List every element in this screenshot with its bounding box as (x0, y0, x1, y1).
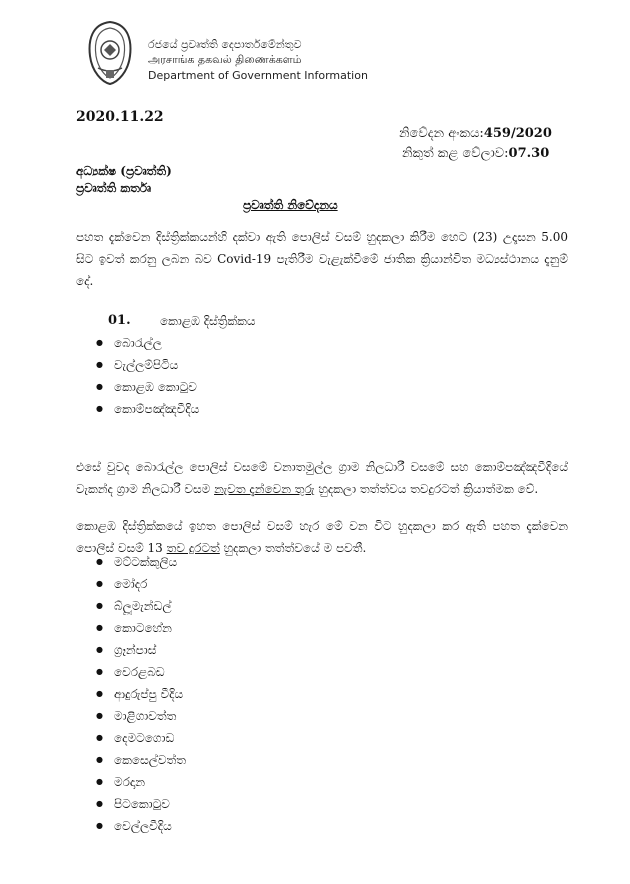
letterhead-sinhala: රජයේ ප්‍රවෘත්ති දෙපාර්තමේන්තුව (148, 38, 302, 51)
release-time-value: 07.30 (508, 146, 550, 161)
list-item: ● කොම්පඤ්ඤවීදිය (96, 398, 199, 420)
reference-value: 459/2020 (483, 126, 552, 141)
list-item: ● ආදුරුප්පු වීදිය (96, 683, 186, 705)
section-number: 01. (108, 313, 131, 328)
exception-underlined-text: නැවත දැන්වෙන තුරු (214, 482, 315, 496)
list-item: ● පිටකොටුව (96, 793, 186, 815)
section-title: කොළඹ දිස්ත්‍රික්කය (160, 314, 256, 328)
release-time-label: නිකුත් කළ වේලාව: (402, 146, 509, 161)
list-item: ● බොරැල්ල (96, 332, 199, 354)
exception-text-start: එසේ වුවද බොරැල්ල පොලිස් වසමේ වනාතමුල්ල ග්‍රාම නිලධාරී වසමේ සහ කොම්පඤ්ඤවීදියේ වැකන්ද ග්‍රාම නිලධාරී වසම (76, 460, 568, 496)
document-date: 2020.11.22 (76, 109, 164, 125)
list-item: ● මට්ටක්කුලිය (96, 551, 186, 573)
list-item: ● මාළිගාවත්ත (96, 705, 186, 727)
letterhead-tamil: அரசாங்க தகவல் திணைக்களம் (148, 53, 302, 66)
continued-text-end: හුදකලා තත්ත්වයේ ම පවතී. (219, 541, 367, 555)
continued-text-start: කොළඹ දිස්ත්‍රික්කයේ ඉහත පොලිස් වසම් හැර මේ වන විට හුදකලා කර ඇති පහත දැක්වෙන පොලිස් වසම් 13 (76, 519, 568, 555)
isolated-police-areas-list (96, 551, 186, 837)
release-time (402, 146, 549, 161)
exception-paragraph (76, 456, 568, 500)
list-item: ● බ්ලූමැන්ඩල් (96, 595, 186, 617)
addressee-director: අධ්‍යක්ෂ (ප්‍රවෘත්ති) (76, 164, 172, 178)
reference-number (399, 126, 552, 141)
government-emblem-icon (84, 20, 136, 86)
list-item: ● දෙමටගොඩ (96, 727, 186, 749)
reference-label: නිවේදන අංකය: (399, 126, 484, 141)
list-item: ● මෝදර (96, 573, 186, 595)
list-item: ● වැල්ලම්පිටිය (96, 354, 199, 376)
list-item: ● මරදාන (96, 771, 186, 793)
exception-text-end: හුදකලා තත්ත්වය තවදුරටත් ක්‍රියාත්මක වේ. (314, 482, 539, 496)
press-release-title: ප්‍රවෘත්ති නිවේදනය (243, 198, 338, 212)
lifted-police-areas-list (96, 332, 199, 420)
addressee-editor: ප්‍රවෘත්ති කර්තෘ (76, 181, 152, 195)
list-item: ● කොටහේන (96, 617, 186, 639)
list-item: ● කොළඹ කොටුව (96, 376, 199, 398)
list-item: ● වෙල්ලවීදිය (96, 815, 186, 837)
list-item: ● ග්‍රෑන්පාස් (96, 639, 186, 661)
list-item: ● කෙසෙල්වත්ත (96, 749, 186, 771)
continued-underlined-text: තව දුරටත් (166, 541, 220, 555)
list-item: ● වෙරළබඩ (96, 661, 186, 683)
letterhead-english: Department of Government Information (148, 69, 368, 82)
intro-paragraph: පහත දැක්වෙන දිස්ත්‍රික්කයන්හි දක්වා ඇති පොලිස් වසම් හුදකලා කිරීම හෙට (23) උදෑසන 5.00 සිට ඉවත් කරනු ලබන බව Covid-19 පැතිරීම වැළැක්වීමේ ජාතික ක්‍රියාන්විත මධ්‍යස්ථානය දැනුම් දේ. (76, 230, 568, 288)
